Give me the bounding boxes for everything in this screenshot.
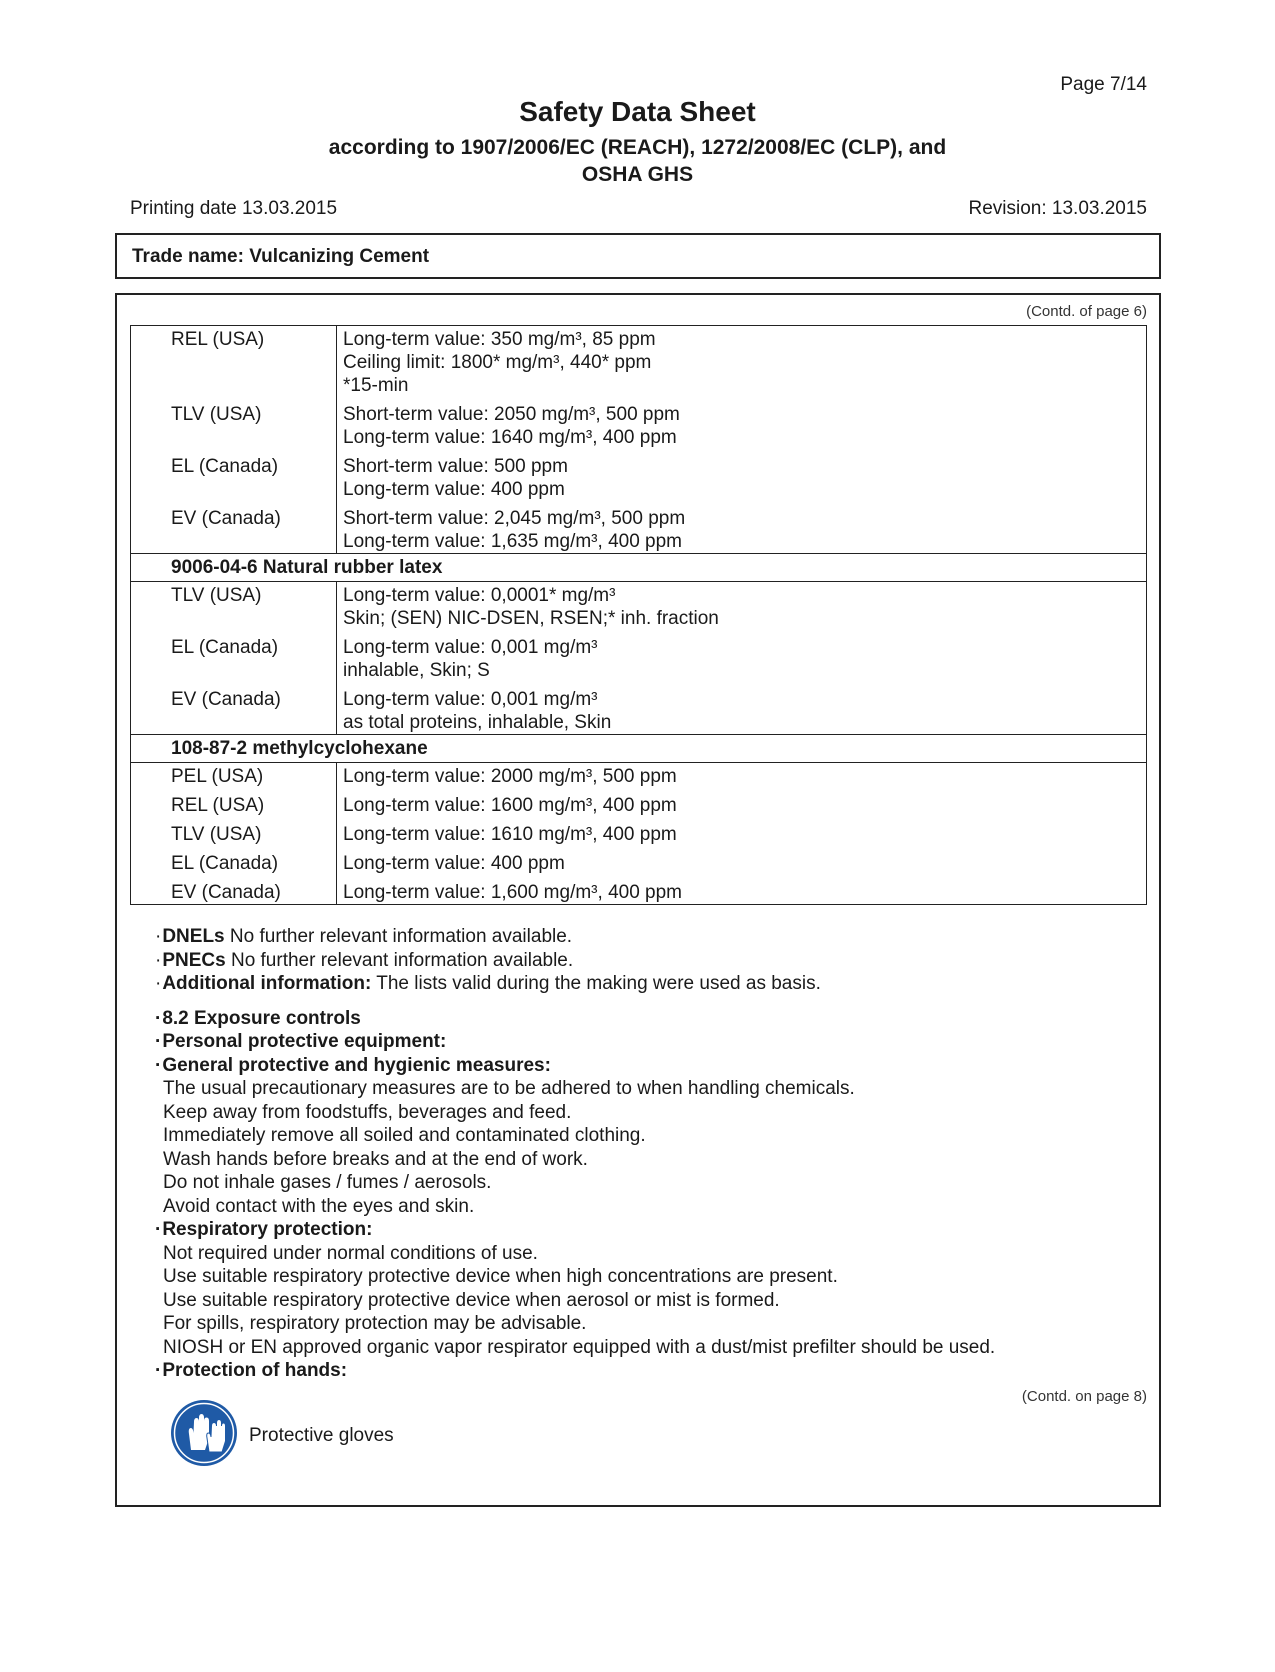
limit-values xyxy=(337,449,1147,501)
bullet: · xyxy=(155,1360,162,1381)
substance-heading: 108-87-2 methylcyclohexane xyxy=(131,735,1147,763)
substance-heading-row xyxy=(131,735,1147,763)
bullet: · xyxy=(155,1031,162,1052)
limit-value-line: inhalable, Skin; S xyxy=(343,660,490,681)
respiratory-heading xyxy=(155,1218,1135,1242)
limit-type: PEL (USA) xyxy=(131,763,337,789)
text-line: The usual precautionary measures are to be adhered to when handling chemicals. xyxy=(163,1078,855,1099)
limit-row xyxy=(131,817,1147,846)
subtitle-line-1: according to 1907/2006/EC (REACH), 1272/2008/EC (CLP), and xyxy=(328,136,947,159)
continued-on-label: (Contd. on page 8) xyxy=(1021,1388,1147,1405)
limit-values xyxy=(337,817,1147,846)
trade-name-box xyxy=(115,233,1161,279)
limit-type: REL (USA) xyxy=(131,788,337,817)
limit-value-line: Long-term value: 1,635 mg/m³, 400 ppm xyxy=(343,531,683,552)
protective-gloves-icon xyxy=(169,1398,239,1468)
limit-values xyxy=(337,582,1147,631)
dnels-text: No further relevant information available. xyxy=(224,926,573,947)
exposure-controls-heading xyxy=(155,1007,1135,1031)
document-title: Safety Data Sheet xyxy=(519,96,756,127)
revision-date: Revision: 13.03.2015 xyxy=(968,198,1147,219)
continued-from-label: (Contd. of page 6) xyxy=(1026,303,1147,320)
limit-values xyxy=(337,763,1147,789)
bullet: · xyxy=(155,1007,162,1029)
limit-row xyxy=(131,875,1147,905)
limit-value-line: Long-term value: 1600 mg/m³, 400 ppm xyxy=(343,795,677,816)
limit-type: EL (Canada) xyxy=(131,449,337,501)
limit-value-line: Long-term value: 350 mg/m³, 85 ppm xyxy=(343,329,656,350)
limit-value-line: Short-term value: 2050 mg/m³, 500 ppm xyxy=(343,404,680,425)
ppe-heading xyxy=(155,1030,1135,1054)
limit-row xyxy=(131,682,1147,735)
pnecs-text: No further relevant information available. xyxy=(225,949,574,971)
pnecs-line xyxy=(155,949,1135,973)
limit-value-line: Long-term value: 2000 mg/m³, 500 ppm xyxy=(343,766,677,787)
protective-gloves-label: Protective gloves xyxy=(249,1425,394,1446)
text-line: Use suitable respiratory protective device when high concentrations are present. xyxy=(163,1266,838,1287)
limit-values xyxy=(337,501,1147,554)
limit-value-line: Long-term value: 400 ppm xyxy=(343,479,565,500)
bullet: · xyxy=(155,949,162,971)
limit-values xyxy=(337,682,1147,735)
limit-type: EV (Canada) xyxy=(131,501,337,554)
limit-row xyxy=(131,630,1147,682)
limit-type: EL (Canada) xyxy=(131,846,337,875)
bullet: · xyxy=(155,926,162,947)
dnels-label: DNELs xyxy=(162,926,225,947)
limit-row xyxy=(131,326,1147,398)
limit-type: TLV (USA) xyxy=(131,582,337,631)
general-measures-label: General protective and hygienic measures: xyxy=(162,1054,551,1076)
limit-value-line: Long-term value: 1640 mg/m³, 400 ppm xyxy=(343,427,677,448)
limit-row xyxy=(131,763,1147,789)
text-line: Use suitable respiratory protective device when aerosol or mist is formed. xyxy=(163,1289,780,1311)
exposure-controls-label: 8.2 Exposure controls xyxy=(162,1007,361,1029)
limit-value-line: Long-term value: 0,001 mg/m³ xyxy=(343,637,598,658)
limit-type: EV (Canada) xyxy=(131,682,337,735)
substance-heading: 9006-04-6 Natural rubber latex xyxy=(131,554,1147,582)
exposure-info xyxy=(155,925,1135,1383)
content-box xyxy=(115,293,1161,1507)
respiratory-list xyxy=(155,1242,1135,1360)
hands-label: Protection of hands: xyxy=(162,1360,348,1381)
limit-type: REL (USA) xyxy=(131,326,337,398)
limit-row xyxy=(131,846,1147,875)
text-line: NIOSH or EN approved organic vapor respirator equipped with a dust/mist prefilter should be used. xyxy=(163,1336,996,1358)
pnecs-label: PNECs xyxy=(162,949,226,971)
limit-value-line: Long-term value: 400 ppm xyxy=(343,853,565,874)
bullet: · xyxy=(155,973,162,994)
limit-values xyxy=(337,326,1147,398)
subtitle-line-2: OSHA GHS xyxy=(581,163,694,186)
printing-date: Printing date 13.03.2015 xyxy=(130,198,338,219)
limit-value-line: Long-term value: 0,001 mg/m³ xyxy=(343,689,598,710)
exposure-limits-table xyxy=(130,325,1147,905)
text-line: For spills, respiratory protection may be advisable. xyxy=(163,1313,587,1334)
limit-type: TLV (USA) xyxy=(131,817,337,846)
limit-type: EV (Canada) xyxy=(131,875,337,905)
text-line: Not required under normal conditions of use. xyxy=(163,1242,538,1264)
hands-heading xyxy=(155,1359,1135,1383)
general-measures-list xyxy=(155,1077,1135,1218)
substance-heading-row xyxy=(131,554,1147,582)
additional-info-text: The lists valid during the making were used as basis. xyxy=(371,973,821,994)
additional-info-line xyxy=(155,972,1135,996)
document-subtitle xyxy=(0,134,1275,188)
limit-value-line: Long-term value: 1,600 mg/m³, 400 ppm xyxy=(343,882,683,903)
ppe-label: Personal protective equipment: xyxy=(162,1031,447,1052)
text-line: Keep away from foodstuffs, beverages and feed. xyxy=(163,1101,572,1123)
limit-type: EL (Canada) xyxy=(131,630,337,682)
limit-values xyxy=(337,788,1147,817)
bullet: · xyxy=(155,1219,162,1240)
limit-values xyxy=(337,630,1147,682)
limit-row xyxy=(131,449,1147,501)
limit-row xyxy=(131,501,1147,554)
respiratory-label: Respiratory protection: xyxy=(162,1219,373,1240)
text-line: Do not inhale gases / fumes / aerosols. xyxy=(163,1172,492,1193)
limit-type: TLV (USA) xyxy=(131,397,337,449)
limit-values xyxy=(337,397,1147,449)
limit-value-line: *15-min xyxy=(343,375,409,396)
additional-info-label: Additional information: xyxy=(162,973,372,994)
limit-value-line: Ceiling limit: 1800* mg/m³, 440* ppm xyxy=(343,352,652,373)
text-line: Wash hands before breaks and at the end of work. xyxy=(163,1148,588,1170)
limit-row xyxy=(131,788,1147,817)
limit-row xyxy=(131,397,1147,449)
general-measures-heading xyxy=(155,1054,1135,1078)
limit-value-line: Skin; (SEN) NIC-DSEN, RSEN;* inh. fraction xyxy=(343,608,719,629)
limit-value-line: Long-term value: 1610 mg/m³, 400 ppm xyxy=(343,824,677,845)
limit-values xyxy=(337,846,1147,875)
dnels-line xyxy=(155,925,1135,949)
page-number: Page 7/14 xyxy=(1060,74,1147,95)
trade-name: Trade name: Vulcanizing Cement xyxy=(132,246,430,267)
limit-value-line: Long-term value: 0,0001* mg/m³ xyxy=(343,585,616,606)
limit-value-line: as total proteins, inhalable, Skin xyxy=(343,712,612,733)
text-line: Immediately remove all soiled and contaminated clothing. xyxy=(163,1125,646,1146)
bullet: · xyxy=(155,1054,162,1076)
limit-values xyxy=(337,875,1147,905)
text-line: Avoid contact with the eyes and skin. xyxy=(163,1195,475,1217)
limit-value-line: Short-term value: 500 ppm xyxy=(343,456,568,477)
limit-value-line: Short-term value: 2,045 mg/m³, 500 ppm xyxy=(343,508,686,529)
limit-row xyxy=(131,582,1147,631)
